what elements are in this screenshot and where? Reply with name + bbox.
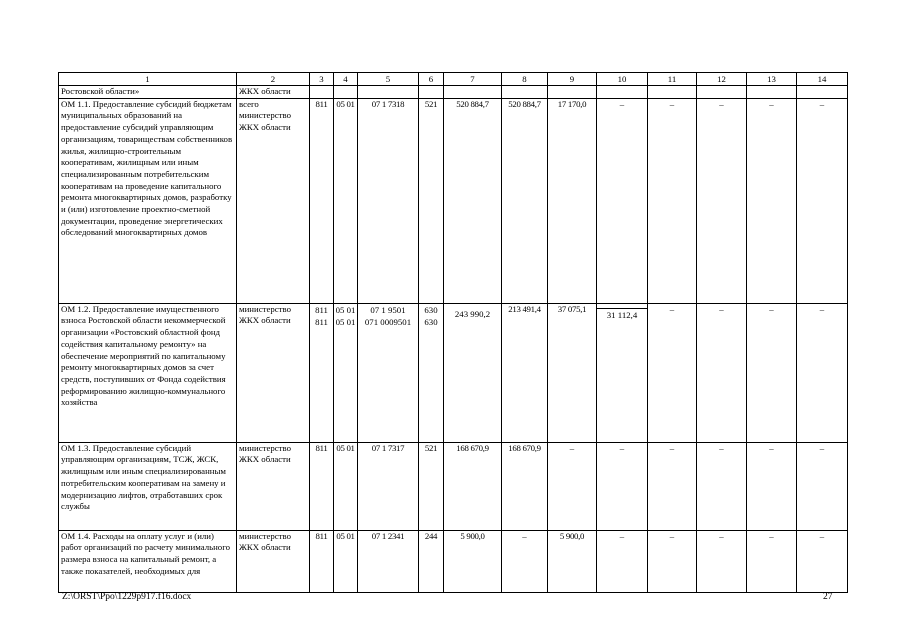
expense-type-code: 521 <box>419 442 444 530</box>
column-header: 6 <box>419 73 444 86</box>
amount-cell: – <box>648 303 697 442</box>
grbs-code: 811 811 <box>310 303 334 442</box>
executor-cell: ЖКХ области <box>237 86 310 99</box>
table-row <box>59 98 848 303</box>
program-name-cell: Ростовской области» <box>59 86 237 99</box>
amount-cell: – <box>797 530 848 592</box>
column-number-row <box>59 73 848 86</box>
target-article-code: 07 1 7318 <box>358 98 419 303</box>
amount-cell: – <box>697 303 747 442</box>
amount-cell: 17 170,0 <box>548 98 597 303</box>
amount-cell: – <box>697 442 747 530</box>
amount-cell: 5 900,0 <box>444 530 502 592</box>
column-header: 12 <box>697 73 747 86</box>
executor-cell: всего министерство ЖКХ области <box>237 98 310 303</box>
amount-cell: 37 075,1 <box>548 303 597 442</box>
amount-cell: 168 670,9 <box>502 442 548 530</box>
amount-cell: – <box>502 530 548 592</box>
grbs-code: 811 <box>310 98 334 303</box>
amount-cell: – <box>597 530 648 592</box>
amount-cell: – <box>747 303 797 442</box>
amount-cell: – <box>697 530 747 592</box>
section-code: 05 01 <box>334 530 358 592</box>
amount-cell: – <box>597 442 648 530</box>
column-header: 7 <box>444 73 502 86</box>
column-header: 4 <box>334 73 358 86</box>
section-code: 05 01 05 01 <box>334 303 358 442</box>
amount-cell: 520 884,7 <box>502 98 548 303</box>
measure-name-cell: ОМ 1.3. Предоставление субсидий управляющим организациям, ТСЖ, ЖСК, жилищным или иным специализированным потребительским кооперативам на замену и модернизацию лифтов, отработавших срок службы <box>59 442 237 530</box>
amount-cell: – <box>548 442 597 530</box>
amount-cell: 213 491,4 <box>502 303 548 442</box>
amount-cell: – <box>797 442 848 530</box>
column-header: 9 <box>548 73 597 86</box>
column-header: 13 <box>747 73 797 86</box>
grbs-code: 811 <box>310 442 334 530</box>
measure-name-cell: ОМ 1.2. Предоставление имущественного взноса Ростовской области некоммерческой организации «Ростовский областной фонд содействия капитальному ремонту» на обеспечение мероприятий по капитальному ремонту многоквартирных домов за счет средств, поступивших от Фонда содействия реформированию жилищно-коммунального хозяйства <box>59 303 237 442</box>
amount-cell: – <box>597 98 648 303</box>
continuation-row <box>59 86 848 99</box>
expense-type-code: 244 <box>419 530 444 592</box>
budget-table <box>58 72 848 593</box>
measure-name-cell: ОМ 1.4. Расходы на оплату услуг и (или) работ организаций по расчету минимального размера взноса на капитальный ремонт, а также показателей, необходимых для <box>59 530 237 592</box>
page-number: 27 <box>823 592 833 602</box>
column-header: 3 <box>310 73 334 86</box>
table-row <box>59 530 848 592</box>
expense-type-code: 521 <box>419 98 444 303</box>
column-header: 10 <box>597 73 648 86</box>
table-row <box>59 442 848 530</box>
amount-cell: – <box>697 98 747 303</box>
amount-cell: – <box>797 98 848 303</box>
amount-cell: 5 900,0 <box>548 530 597 592</box>
column-header: 1 <box>59 73 237 86</box>
amount-cell: 243 990,2 <box>444 303 502 442</box>
amount-cell: 31 112,4 <box>597 303 648 442</box>
table-row <box>59 303 848 442</box>
grbs-code: 811 <box>310 530 334 592</box>
expense-type-code: 630 630 <box>419 303 444 442</box>
amount-cell: – <box>648 530 697 592</box>
target-article-code: 07 1 2341 <box>358 530 419 592</box>
section-code: 05 01 <box>334 442 358 530</box>
column-header: 2 <box>237 73 310 86</box>
column-header: 14 <box>797 73 848 86</box>
measure-name-cell: ОМ 1.1. Предоставление субсидий бюджетам муниципальных образований на предоставление субсидий управляющим организациям, товариществам собственников жилья, жилищно-строительным кооперативам, жилищным или иным специализированным потребительским кооперативам на проведение капитального ремонта многоквартирных домов, разработку и (или) изготовление проектно-сметной документации, проведение энергетических обследований многоквартирных домов <box>59 98 237 303</box>
column-header: 11 <box>648 73 697 86</box>
amount-cell: – <box>797 303 848 442</box>
column-header: 8 <box>502 73 548 86</box>
amount-cell: 520 884,7 <box>444 98 502 303</box>
target-article-code: 07 1 9501 071 0009501 <box>358 303 419 442</box>
section-code: 05 01 <box>334 98 358 303</box>
amount-cell: – <box>747 530 797 592</box>
footer-file-path: Z:\ORST\Ppo\1229p917.f16.docx <box>62 592 192 602</box>
amount-cell: – <box>747 442 797 530</box>
amount-cell: – <box>747 98 797 303</box>
amount-cell: – <box>648 98 697 303</box>
amount-cell: 168 670,9 <box>444 442 502 530</box>
executor-cell: министерство ЖКХ области <box>237 530 310 592</box>
executor-cell: министерство ЖКХ области <box>237 442 310 530</box>
amount-cell: – <box>648 442 697 530</box>
target-article-code: 07 1 7317 <box>358 442 419 530</box>
column-header: 5 <box>358 73 419 86</box>
executor-cell: министерство ЖКХ области <box>237 303 310 442</box>
